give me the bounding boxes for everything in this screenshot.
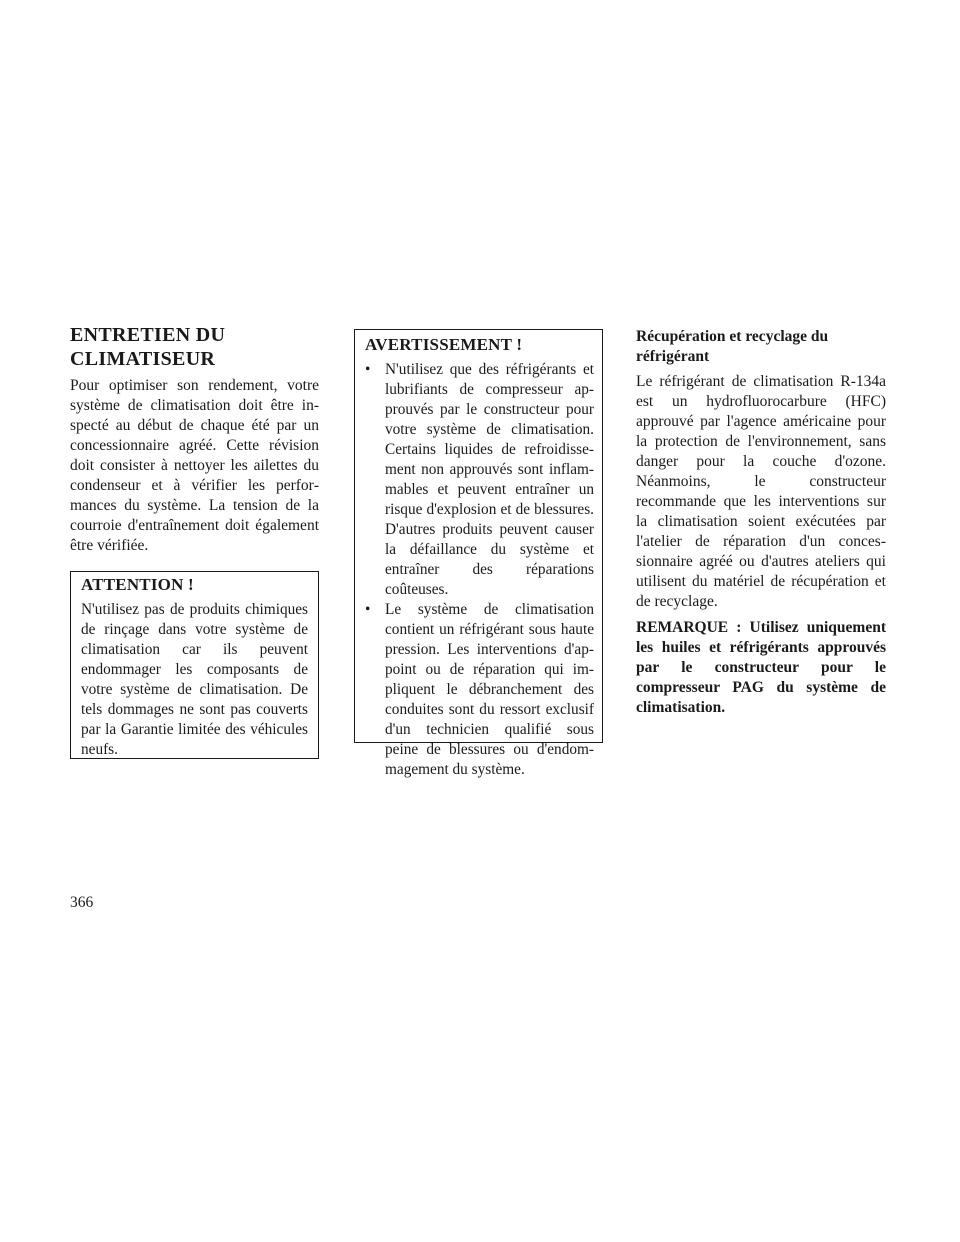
warning-box — [354, 329, 603, 778]
bullet-icon: • — [365, 361, 371, 378]
warning-item-text: Le système de climatisation contient un réfrigérant sous haute pression. Les interventions d'appoint ou de réparation qui impliquent le débranchement des conduites sont du ressort exclusif d'un technicien qualifié sous peine de blessures ou d'endommagement du système. — [385, 601, 594, 778]
note-paragraph: REMARQUE : Utilisez uniquement les huiles et réfrigérants approuvés par le constructeur pour le compresseur PAG du système de climatisation. — [636, 619, 886, 716]
bullet-icon: • — [365, 601, 371, 618]
recovery-paragraph: Le réfrigérant de climatisation R-134a est un hydrofluorocarbure (HFC) approuvé par l'agence américaine pour la protection de l'environnement, sans danger pour la couche d'ozone. Néanmoins, le constructeur recommande que les interventions sur la climatisation soient exécutées par l'atelier de réparation d'un concessionnaire agréé ou d'autres ateliers qui utilisent du matériel de récupération et de recyclage. — [636, 373, 886, 610]
attention-title: ATTENTION ! — [81, 575, 194, 594]
section-title — [70, 323, 319, 371]
section-title-line1: ENTRETIEN DU — [70, 324, 226, 346]
section-title-line2: CLIMATISEUR — [70, 348, 216, 370]
intro-paragraph: Pour optimiser son rendement, votre système de climatisation doit être inspecté au début de chaque été par un concessionnaire agréé. Cette révision doit consister à nettoyer les ailettes du condenseur et à vérifier les performances du système. La tension de la courroie d'entraînement doit également être vérifiée. — [70, 377, 319, 554]
warning-item-text: N'utilisez que des réfrigérants et lubrifiants de compresseur approuvés par le constructeur pour votre système de climatisation. Certains liquides de refroidissement non approuvés sont inflammables et peuvent entraîner un risque d'explosion et de blessures. D'autres produits peuvent causer la défaillance du système et entraîner des réparations coûteuses. — [385, 361, 594, 598]
recovery-title-line1: Récupération et recyclage du — [636, 328, 829, 345]
attention-box — [70, 571, 319, 759]
page-number: 366 — [70, 894, 94, 911]
warning-list — [365, 360, 594, 780]
attention-text: N'utilisez pas de produits chimiques de rinçage dans votre système de climatisation car ils peuvent endommager les composants de votre système de climatisation. De tels dommages ne sont pas couverts par la Garantie limitée des véhicules neufs. — [81, 601, 308, 758]
warning-item — [365, 600, 594, 780]
warning-item — [365, 360, 594, 600]
recovery-title-line2: réfrigérant — [636, 348, 710, 365]
warning-title: AVERTISSEMENT ! — [365, 335, 523, 354]
recovery-title — [636, 327, 886, 367]
